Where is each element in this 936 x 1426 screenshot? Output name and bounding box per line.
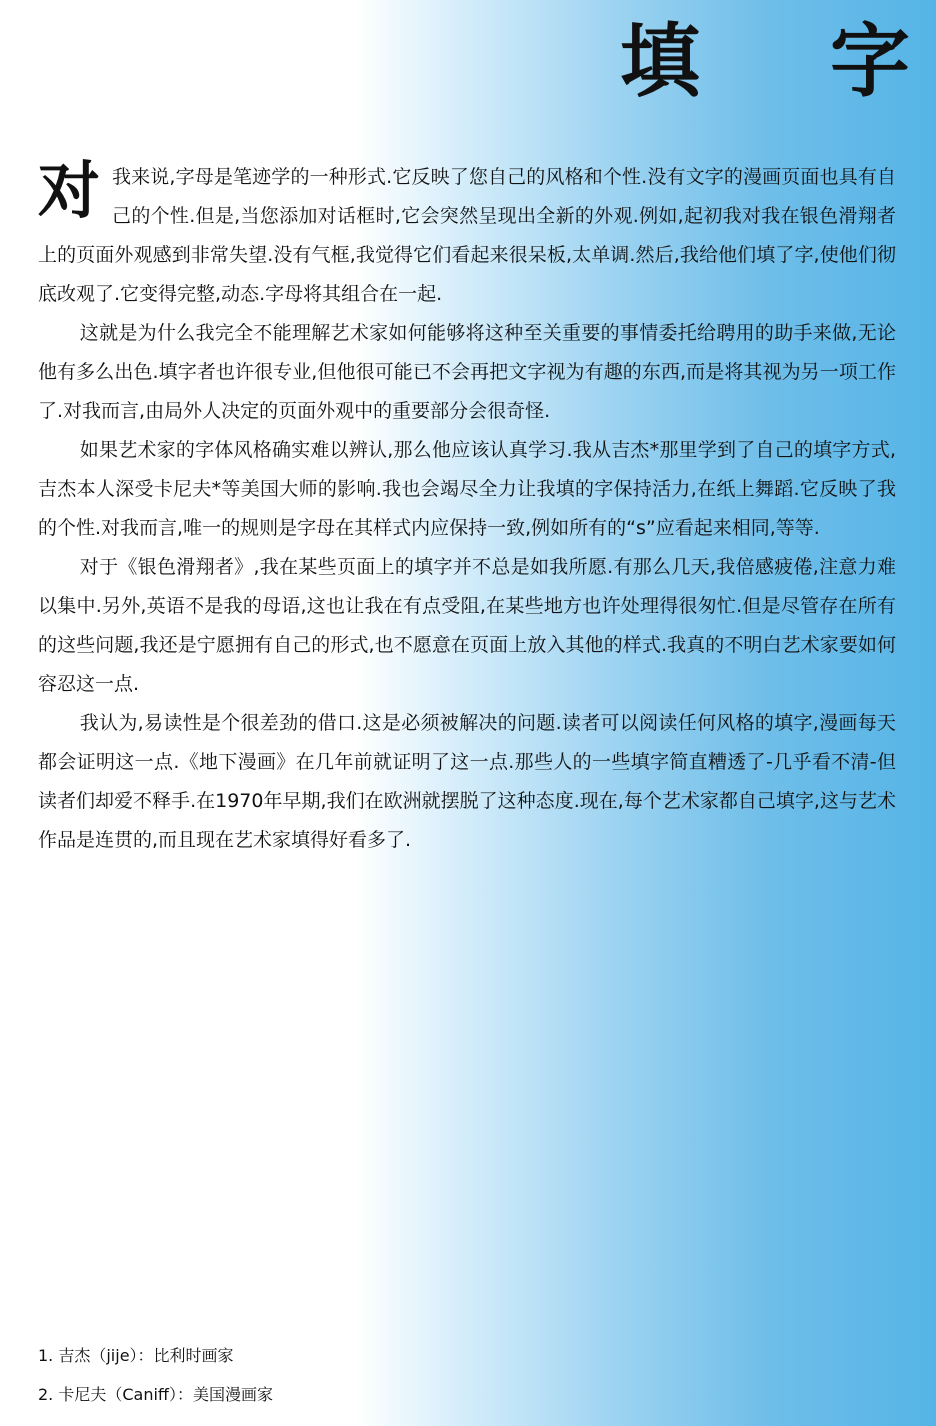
page-title	[620, 15, 910, 108]
footnote-1: 1. 吉杰（jije）：比利时画家	[38, 1346, 234, 1365]
title-char-2: 字	[830, 15, 910, 108]
footnotes	[38, 1336, 638, 1414]
title-char-1: 填	[620, 15, 700, 108]
footnote-2: 2. 卡尼夫（Caniff）：美国漫画家	[38, 1385, 273, 1404]
drop-cap: 对	[38, 154, 101, 227]
article-body	[38, 154, 896, 860]
paragraph-1	[38, 154, 896, 314]
paragraph-3: 如果艺术家的字体风格确实难以辨认,那么他应该认真学习.我从吉杰*那里学到了自己的填字方式,吉杰本人深受卡尼夫*等美国大师的影响.我也会竭尽全力让我填的字保持活力,在纸上舞蹈.它反映了我的个性.对我而言,唯一的规则是字母在其样式内应保持一致,例如所有的“s”应看起来相同,等等.	[38, 439, 896, 539]
paragraph-1-text: 我来说,字母是笔迹学的一种形式.它反映了您自己的风格和个性.没有文字的漫画页面也具有自己的个性.但是,当您添加对话框时,它会突然呈现出全新的外观.例如,起初我对我在银色滑翔者上的页面外观感到非常失望.没有气框,我觉得它们看起来很呆板,太单调.然后,我给他们填了字,使他们彻底改观了.它变得完整,动态.字母将其组合在一起.	[38, 166, 896, 305]
paragraph-5: 我认为,易读性是个很差劲的借口.这是必须被解决的问题.读者可以阅读任何风格的填字,漫画每天都会证明这一点.《地下漫画》在几年前就证明了这一点.那些人的一些填字简直糟透了-几乎看不清-但读者们却爱不释手.在1970年早期,我们在欧洲就摆脱了这种态度.现在,每个艺术家都自己填字,这与艺术作品是连贯的,而且现在艺术家填得好看多了.	[38, 712, 896, 851]
paragraph-2: 这就是为什么我完全不能理解艺术家如何能够将这种至关重要的事情委托给聘用的助手来做,无论他有多么出色.填字者也许很专业,但他很可能已不会再把文字视为有趣的东西,而是将其视为另一项工作了.对我而言,由局外人决定的页面外观中的重要部分会很奇怪.	[38, 322, 896, 422]
paragraph-4: 对于《银色滑翔者》,我在某些页面上的填字并不总是如我所愿.有那么几天,我倍感疲倦,注意力难以集中.另外,英语不是我的母语,这也让我在有点受阻,在某些地方也许处理得很匆忙.但是尽管存在所有的这些问题,我还是宁愿拥有自己的形式,也不愿意在页面上放入其他的样式.我真的不明白艺术家要如何容忍这一点.	[38, 556, 896, 695]
